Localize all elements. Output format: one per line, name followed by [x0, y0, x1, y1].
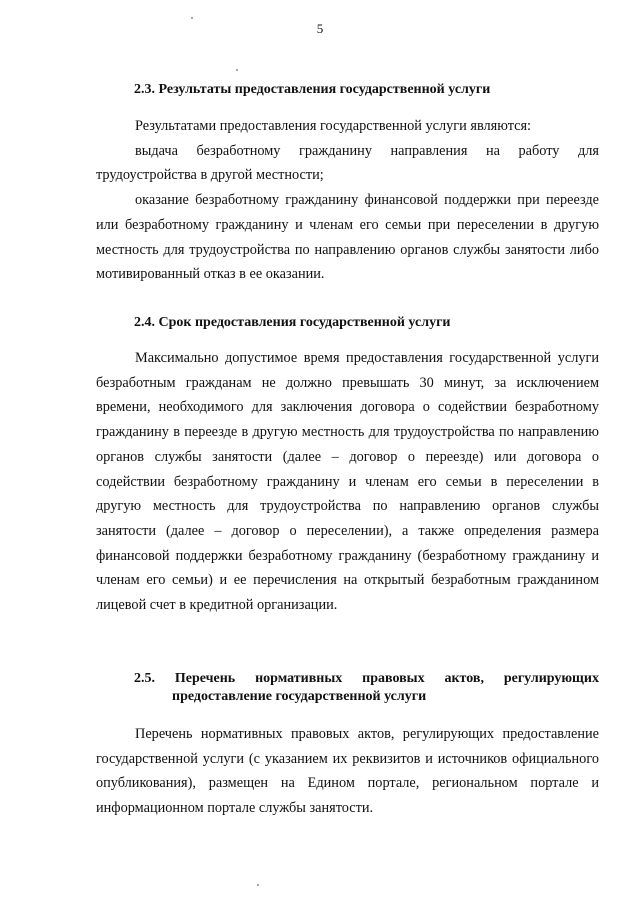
heading-number: 2.5. — [134, 671, 155, 686]
heading-word: Перечень — [174, 671, 236, 686]
section-2-3-body — [96, 114, 599, 287]
section-2-3-heading: 2.3. Результаты предоставления государственной услуги — [134, 82, 491, 97]
legal-acts-paragraph: Перечень нормативных правовых актов, регулирующих предоставление государственной услуги (с указанием их реквизитов и источников официального опубликования), размещен на Едином портале, региональном портале и информационном портале службы занятости. — [96, 726, 599, 817]
heading-word: правовых — [362, 671, 425, 686]
scan-speck — [236, 69, 238, 71]
section-2-4-heading: 2.4. Срок предоставления государственной услуги — [134, 315, 451, 330]
heading-word: нормативных — [255, 671, 343, 686]
scan-speck — [191, 17, 193, 19]
scan-speck — [257, 884, 259, 886]
results-intro-paragraph: Результатами предоставления государственной услуги являются: — [135, 118, 532, 134]
page-number: 5 — [316, 21, 324, 36]
section-2-5-heading — [134, 670, 599, 706]
heading-line-2: предоставление государственной услуги — [172, 689, 427, 704]
section-2-5-body — [96, 722, 599, 821]
heading-word: актов, — [444, 671, 484, 686]
section-2-4-body — [96, 346, 599, 618]
result-item-financial-support: оказание безработному гражданину финансовой поддержки при переезде или безработному гражданину и членам его семьи при переселении в другую местность для трудоустройства по направлению органов службы занятости либо мотивированный отказ в ее оказании. — [96, 192, 599, 283]
result-item-referral: выдача безработному гражданину направления на работу для трудоустройства в другой местности; — [96, 142, 599, 184]
service-time-paragraph: Максимально допустимое время предоставления государственной услуги безработным гражданам не должно превышать 30 минут, за исключением времени, необходимого для заключения договора о содействии безработному гражданину в переезде в другую местность для трудоустройства по направлению органов службы занятости (далее – договор о переезде) или договора о содействии безработному гражданину и членам его семьи в переселении в другую местность для трудоустройства по направлению органов службы занятости (далее – договор о переселении), а также определения размера финансовой поддержки безработному гражданину (безработному гражданину и членам его семьи) и ее перечисления на открытый безработным гражданином лицевой счет в кредитной организации. — [96, 350, 599, 614]
heading-word: регулирующих — [503, 671, 599, 686]
